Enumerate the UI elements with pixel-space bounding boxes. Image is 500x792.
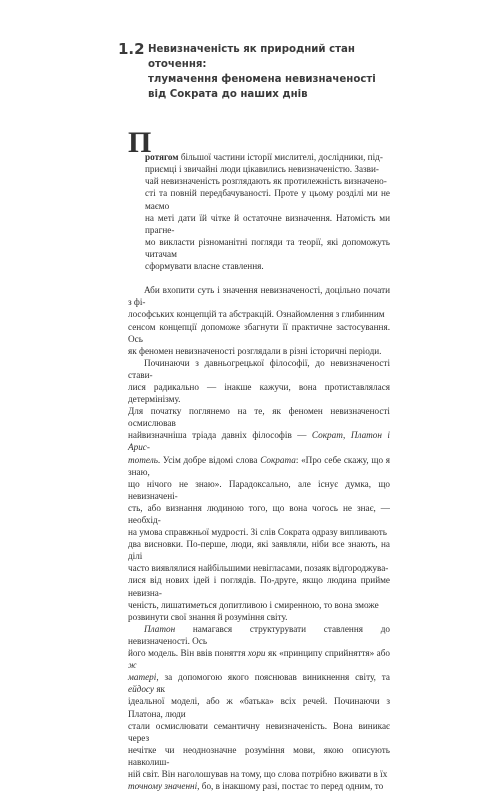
intro-text bbox=[145, 151, 390, 272]
paragraph-intro bbox=[128, 127, 390, 284]
intro-lead-word: ротягом bbox=[145, 152, 179, 163]
text-run: як «принципу сприйняття» або bbox=[265, 648, 390, 659]
chapter-title: Невизначеність як природний стан оточення: тлумачення феномена невизначеності від Сократа до наших днів bbox=[148, 44, 376, 100]
text-run: , бо, в інакшому разі, постає то перед одним, то bbox=[197, 781, 384, 792]
paragraph-plato bbox=[128, 623, 390, 792]
chapter-number: 1.2 bbox=[118, 40, 145, 58]
text-run: як ідеальної моделі, або ж «батька» всіх речей. Починаючи з Платона, люди стали осмислювати семантичну невизначеність. Вона виникає через нечітке чи неоднозначне розуміння мови, якою описують навколиш- ній світ. Він наголошував на тому, що слова потрібно вживати в їх bbox=[128, 684, 390, 779]
paragraph-socrates bbox=[128, 357, 390, 623]
text-run: , за допомогою якого пояснював виникнення світу, та bbox=[156, 672, 390, 683]
philosopher-names: Сократ, Платон і Арис- тотель bbox=[128, 430, 390, 465]
text-run: . Усім добре відомі слова bbox=[157, 454, 261, 465]
term-eidos: ейдосу bbox=[128, 684, 155, 695]
paragraph-concepts: Аби вхопити суть і значення невизначеності, доцільно почати з фі- лософських концепцій та абстракцій. Ознайомлення з глибинним сенсом концепції допоможе збагнути її практичне застосування. Ось як феномен невизначеності розглядали в різні історичні періоди. bbox=[128, 285, 390, 356]
socrates-name: Сократа bbox=[260, 454, 296, 465]
term-exact-meaning: точному значенні bbox=[128, 781, 198, 792]
text-run: намагався структурувати ставлення до невизначеності. Ось його модель. Він ввів поняття bbox=[128, 623, 390, 659]
term-chora: хори bbox=[247, 648, 266, 659]
plato-name: Платон bbox=[144, 623, 176, 634]
intro-rest: більшої частини історії мислителі, дослідники, під- приємці і звичайні люди цікавились невизначеністю. Зазви- чай невизначеність розглядають як протилежність визначено- сті та повній передбачуваності. Проте у цьому розділі ми не маємо на меті дати їй чітке й остаточне визначення. Натомість ми прагне- мо викласти різноманітні погляди та теорії, які допоможуть читачам сформувати власне ставлення. bbox=[145, 152, 390, 272]
drop-cap: П bbox=[128, 126, 152, 159]
text-run: : «Про себе скажу, що я знаю, що нічого не знаю». Парадоксально, але існує думка, що невизначені- сть, або визнання людиною того, що вона чогось не знає, — необхід- на умова справжньої мудрості. Зі слів Сократа одразу випливають два висновки. По-перше, люди, які заявляли, ніби все знають, на ділі часто виявлялися найбільшими невігласами, позаяк відгороджува- лися від нових ідей і поглядів. По-друге, якщо людина прийме невизна- ченість, лишатиметься допитливою і смиренною, то вона зможе розвинути свої знання й розуміння світу. bbox=[128, 454, 390, 622]
term-matter: ж матері bbox=[128, 660, 157, 683]
body-text bbox=[128, 127, 390, 792]
text-run: Починаючи з давньогрецької філософії, до невизначеності стави- лися радикально — інакше кажучи, вона протиставлялася детермінізму. Для початку поглянемо на те, як феномен невизначеності осмислював найвизначніша тріада давніх філософів — bbox=[128, 357, 390, 441]
